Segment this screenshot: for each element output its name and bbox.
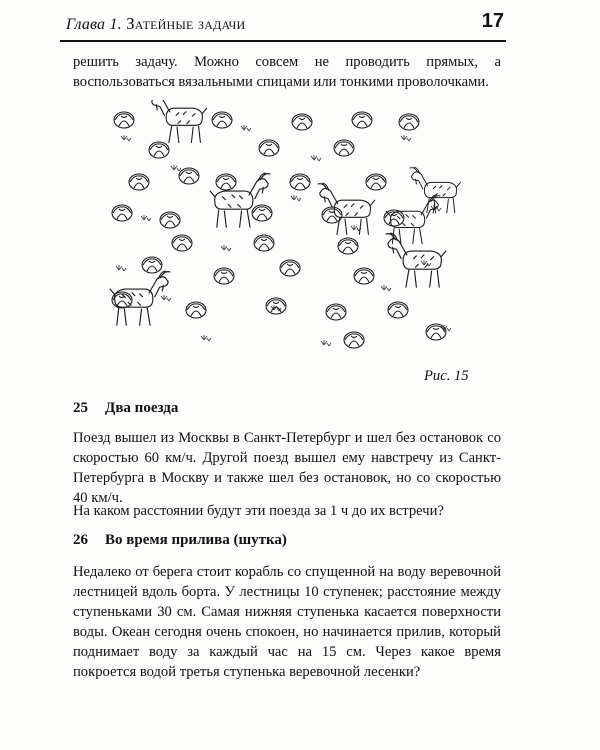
- goat-icon: [150, 100, 207, 142]
- problem-26-number: 26: [73, 532, 88, 548]
- page-number: 17: [481, 10, 504, 32]
- grass-tuft: [321, 340, 331, 346]
- cabbage-icon: [280, 260, 300, 276]
- cabbage-icon: [216, 174, 236, 190]
- cabbage-icon: [326, 304, 346, 320]
- grass-tuft: [161, 295, 171, 301]
- problem-25-text: Поезд вышел из Москвы в Санкт-Петербург и шел без остановок со скоростью 60 км/ч. Другой поезд вышел ему навстречу из Санкт-Петербурга в Москву и также шел без остановок, но со скоростью 40 км/ч.: [73, 430, 501, 506]
- cabbage-icon: [352, 112, 372, 128]
- grass-tuft: [401, 135, 411, 141]
- cabbage-icon: [252, 205, 272, 221]
- cabbage-icon: [149, 142, 169, 158]
- cabbage-icon: [266, 298, 286, 314]
- cabbage-icon: [334, 140, 354, 156]
- problem-25-question-text: На каком расстоянии будут эти поезда за 1 ч до их встречи?: [73, 503, 444, 519]
- running-header: [60, 6, 506, 42]
- grass-tuft: [241, 125, 251, 131]
- cabbage-icon: [292, 114, 312, 130]
- cabbage-icon: [112, 205, 132, 221]
- problem-25-question: [73, 501, 501, 521]
- goat-icon: [110, 271, 170, 325]
- grass-tuft: [291, 195, 301, 201]
- cabbage-icon: [426, 324, 446, 340]
- cabbage-icon: [172, 235, 192, 251]
- grass-tuft: [201, 335, 211, 341]
- chapter-label: Глава 1.: [66, 16, 122, 33]
- problem-25-body: [73, 428, 501, 508]
- cabbage-icon: [160, 212, 180, 228]
- problem-26-heading: [73, 532, 287, 549]
- grass-tuft: [381, 285, 391, 291]
- problem-25-heading: [73, 400, 178, 417]
- cabbage-icon: [114, 112, 134, 128]
- grass-tuft: [116, 265, 126, 271]
- cabbage-icon: [259, 140, 279, 156]
- cabbage-icon: [338, 238, 358, 254]
- figure-goats-and-cabbages: [104, 100, 468, 354]
- problem-25-number: 25: [73, 400, 88, 416]
- problem-26-title: Во время прилива (шутка): [105, 532, 287, 548]
- chapter-name: Затейные задачи: [126, 14, 246, 33]
- cabbage-icon: [179, 168, 199, 184]
- grass-tuft: [421, 260, 431, 266]
- goat-icon: [210, 173, 270, 227]
- goat-icon: [386, 233, 446, 287]
- cabbage-icon: [186, 302, 206, 318]
- goat-icon: [410, 167, 460, 213]
- grass-tuft: [311, 155, 321, 161]
- problem-25-title: Два поезда: [105, 400, 179, 416]
- cabbage-icon: [354, 268, 374, 284]
- cabbage-icon: [290, 174, 310, 190]
- grass-tuft: [171, 165, 181, 171]
- intro-paragraph: [73, 52, 501, 92]
- chapter-title: [66, 14, 245, 34]
- cabbage-icon: [214, 268, 234, 284]
- cabbage-icon: [344, 332, 364, 348]
- problem-26-body: [73, 562, 501, 682]
- problem-26-text: Недалеко от берега стоит корабль со спущенной на воду веревочной лестницей вдоль борта. У лестницы 10 ступенек; расстояние между ступеньками 30 см. Самая нижняя ступенька касается поверхности воды. Океан сегодня очень спокоен, но начинается прилив, который поднимает воду за каждый час на 15 см. Через какое время покроется водой третья ступенька веревочной лесенки?: [73, 564, 501, 680]
- grass-tuft: [141, 215, 151, 221]
- cabbage-icon: [388, 302, 408, 318]
- goats-and-cabbages-illustration: [104, 100, 468, 354]
- cabbage-icon: [129, 174, 149, 190]
- intro-text: решить задачу. Можно совсем не проводить прямых, а воспользоваться вязальными спицами или тонкими проволочками.: [73, 54, 501, 90]
- cabbage-icon: [254, 235, 274, 251]
- cabbage-icon: [399, 114, 419, 130]
- cabbage-icon: [366, 174, 386, 190]
- figure-caption: Рис. 15: [424, 368, 469, 384]
- cabbage-icon: [212, 112, 232, 128]
- grass-tuft: [221, 245, 231, 251]
- grass-tuft: [121, 135, 131, 141]
- cabbage-icon: [142, 257, 162, 273]
